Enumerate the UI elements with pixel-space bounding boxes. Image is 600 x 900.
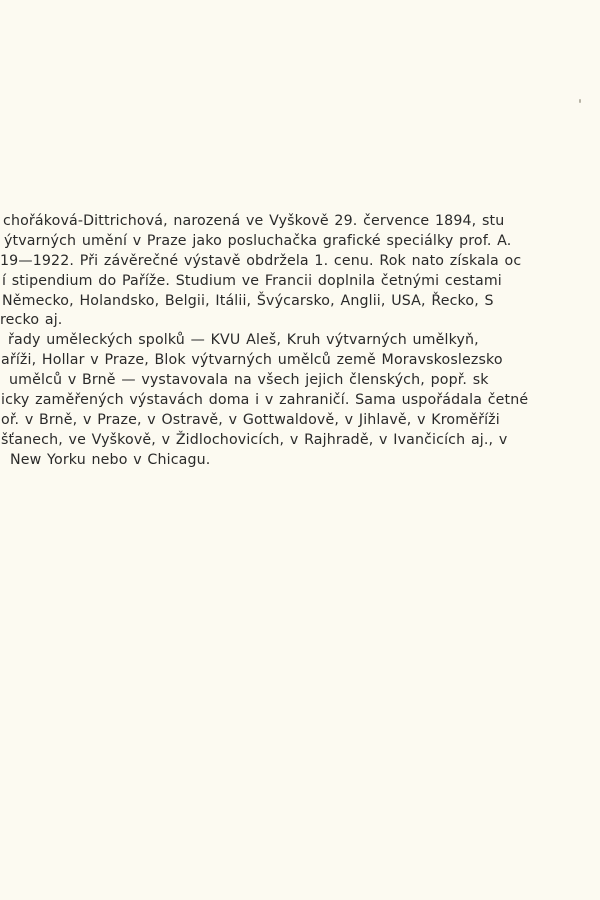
text-line: řady uměleckých spolků — KVU Aleš, Kruh výtvarných umělkyň, [8, 332, 479, 349]
text-line: New Yorku nebo v Chicagu. [10, 451, 211, 468]
text-line: 19—1922. Při závěrečné výstavě obdržela 1. cenu. Rok nato získala oc [0, 252, 522, 269]
text-line: oř. v Brně, v Praze, v Ostravě, v Gottwaldově, v Jihlavě, v Kroměříži [1, 411, 500, 428]
text-line: chořáková-Dittrichová, narozená ve Vyškově 29. července 1894, stu [3, 213, 505, 229]
text-line: šťanech, ve Vyškově, v Židlochovicích, v Rajhradě, v Ivančicích aj., v [1, 431, 508, 448]
text-line: recko aj. [0, 312, 63, 329]
text-line: ýtvarných umění v Praze jako posluchačka grafické speciálky prof. A. [4, 232, 512, 249]
biography-text [0, 212, 600, 471]
text-line: umělců v Brně — vystavovala na všech jejich členských, popř. sk [9, 372, 489, 389]
text-line: í stipendium do Paříže. Studium ve Francii doplnila četnými cestami [2, 272, 502, 289]
text-line: aříži, Hollar v Praze, Blok výtvarných umělců země Moravskoslezsko [1, 352, 503, 369]
text-line: icky zaměřených výstavách doma i v zahraničí. Sama uspořádala četné [1, 392, 529, 409]
text-line: Německo, Holandsko, Belgii, Itálii, Švýcarsko, Anglii, USA, Řecko, S [2, 292, 494, 309]
paper-speck [579, 99, 581, 103]
